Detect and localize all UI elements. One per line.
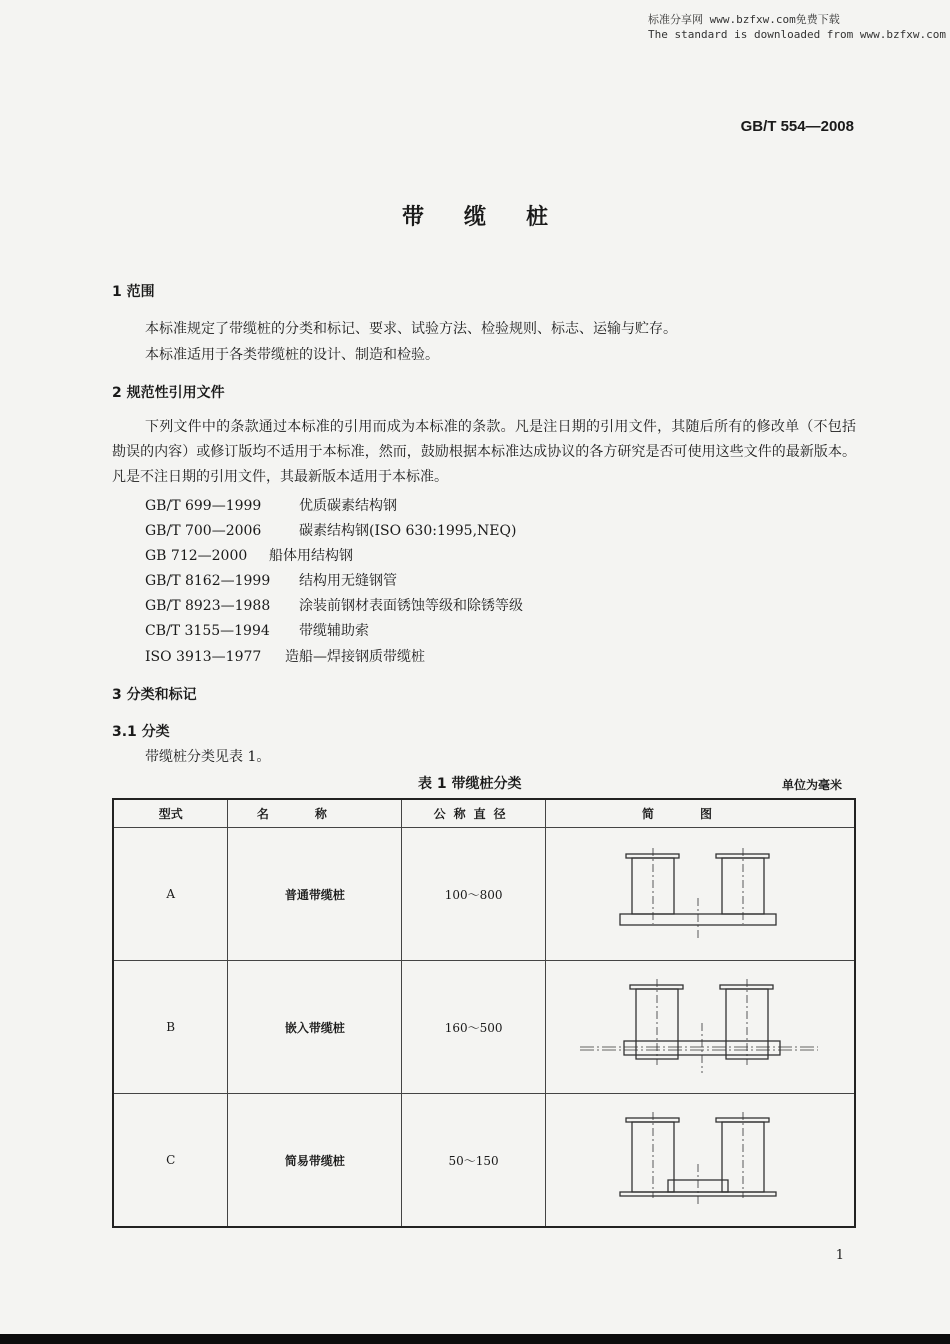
table-row [113, 828, 855, 961]
reference-code: GB 712—2000 [145, 548, 248, 564]
reference-title: 涂装前钢材表面锈蚀等级和除锈等级 [299, 598, 523, 614]
reference-code: GB/T 700—2006 [145, 523, 262, 539]
reference-code: GB/T 8162—1999 [145, 573, 271, 589]
reference-title: 结构用无缝钢管 [299, 573, 397, 589]
header-sketch: 简图 [545, 799, 855, 828]
header-type: 型式 [113, 799, 228, 828]
section-2-paragraph: 下列文件中的条款通过本标准的引用而成为本标准的条款。凡是注日期的引用文件，其随后所有的修改单（不包括勘误的内容）或修订版均不适用于本标准，然而，鼓励根据本标准达成协议的各方研究是否可使用这些文件的最新版本。凡是不注日期的引用文件，其最新版本适用于本标准。 [112, 419, 856, 485]
bollard-sketch-icon [546, 1094, 854, 1223]
reference-title: 造船—焊接钢质带缆桩 [285, 649, 425, 665]
table-unit: 单位为毫米 [781, 778, 842, 792]
bollard-sketch-icon [546, 961, 854, 1090]
section-1-heading: 1 范围 [112, 284, 155, 300]
page-title: 带缆桩 [401, 205, 588, 230]
reference-title: 带缆辅助索 [299, 623, 369, 639]
table-caption: 表 1 带缆桩分类 [418, 776, 522, 792]
table-header-row [113, 799, 855, 828]
watermark-line-1: 标准分享网 www.bzfxw.com免费下载 [648, 13, 840, 26]
cell-name: 普通带缆桩 [228, 828, 402, 961]
standard-code: GB/T 554—2008 [740, 118, 854, 135]
reference-item [145, 595, 523, 615]
header-diameter: 公称直径 [402, 799, 546, 828]
section-3-heading: 3 分类和标记 [112, 687, 197, 703]
reference-item [145, 620, 369, 640]
table-row [113, 961, 855, 1094]
reference-code: GB/T 699—1999 [145, 498, 262, 514]
cell-diameter: 100～800 [402, 828, 546, 961]
section-1-paragraph-2: 本标准适用于各类带缆桩的设计、制造和检验。 [145, 347, 439, 363]
classification-table [112, 798, 856, 1228]
reference-code: GB/T 8923—1988 [145, 598, 271, 614]
reference-item [145, 495, 397, 515]
cell-type: C [113, 1094, 228, 1228]
section-2-heading: 2 规范性引用文件 [112, 385, 225, 401]
page-number: 1 [835, 1248, 844, 1263]
reference-item [145, 520, 516, 540]
section-3-1-heading: 3.1 分类 [112, 724, 170, 740]
cell-diameter: 160～500 [402, 961, 546, 1094]
header-name: 名称 [228, 799, 402, 828]
cell-name: 简易带缆桩 [228, 1094, 402, 1228]
reference-title: 优质碳素结构钢 [299, 498, 397, 514]
bollard-sketch-icon [546, 828, 854, 957]
watermark-line-2: The standard is downloaded from www.bzfxw.com [648, 28, 947, 41]
reference-item [145, 646, 425, 666]
cell-sketch [545, 1094, 855, 1228]
reference-title: 碳素结构钢(ISO 630:1995,NEQ) [299, 523, 517, 539]
cell-name: 嵌入带缆桩 [228, 961, 402, 1094]
cell-type: B [113, 961, 228, 1094]
scan-edge [0, 1334, 950, 1344]
reference-item [145, 545, 353, 565]
reference-code: ISO 3913—1977 [145, 649, 262, 665]
table-row [113, 1094, 855, 1228]
cell-type: A [113, 828, 228, 961]
cell-sketch [545, 961, 855, 1094]
cell-diameter: 50～150 [402, 1094, 546, 1228]
download-watermark [648, 12, 946, 42]
reference-code: CB/T 3155—1994 [145, 623, 270, 639]
reference-title: 船体用结构钢 [269, 548, 353, 564]
cell-sketch [545, 828, 855, 961]
reference-item [145, 570, 397, 590]
section-3-1-text: 带缆桩分类见表 1。 [145, 749, 271, 765]
section-1-paragraph-1: 本标准规定了带缆桩的分类和标记、要求、试验方法、检验规则、标志、运输与贮存。 [145, 321, 677, 337]
